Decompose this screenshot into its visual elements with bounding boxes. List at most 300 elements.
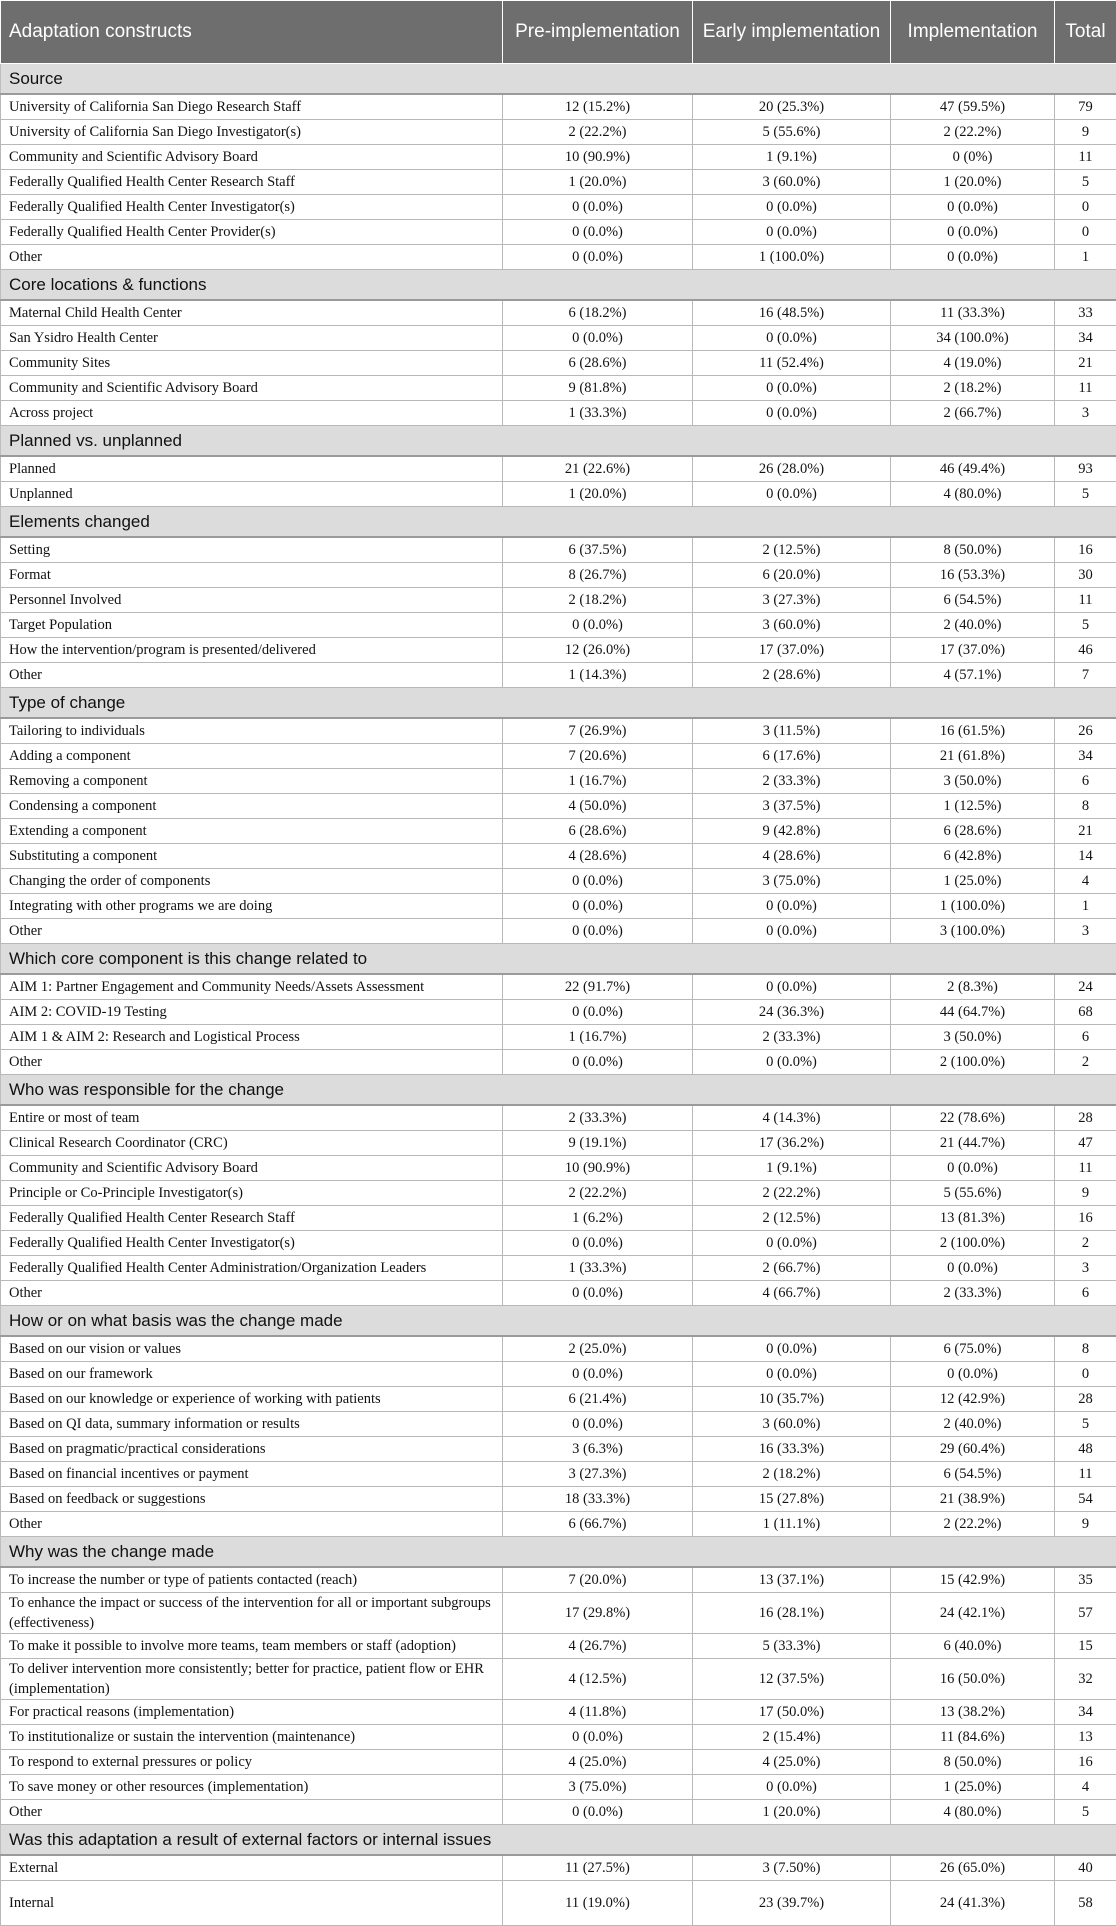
implementation-cell: 2 (22.2%) (891, 1512, 1055, 1537)
implementation-cell: 3 (100.0%) (891, 919, 1055, 944)
total-cell: 33 (1055, 300, 1116, 326)
pre-implementation-cell: 0 (0.0%) (503, 326, 693, 351)
construct-cell: External (1, 1855, 503, 1881)
total-cell: 9 (1055, 1512, 1116, 1537)
total-cell: 5 (1055, 1412, 1116, 1437)
construct-cell: Based on pragmatic/practical considerations (1, 1437, 503, 1462)
construct-cell: Federally Qualified Health Center Administration/Organization Leaders (1, 1256, 503, 1281)
early-implementation-cell: 1 (9.1%) (693, 145, 891, 170)
early-implementation-cell: 3 (37.5%) (693, 794, 891, 819)
early-implementation-cell: 15 (27.8%) (693, 1487, 891, 1512)
construct-cell: Changing the order of components (1, 869, 503, 894)
construct-cell: Adding a component (1, 744, 503, 769)
total-cell: 9 (1055, 1181, 1116, 1206)
table-row (1, 1462, 1116, 1487)
total-cell: 11 (1055, 145, 1116, 170)
construct-cell: AIM 2: COVID-19 Testing (1, 1000, 503, 1025)
implementation-cell: 2 (40.0%) (891, 1412, 1055, 1437)
construct-cell: How the intervention/program is presented/delivered (1, 638, 503, 663)
construct-cell: Extending a component (1, 819, 503, 844)
table-row (1, 120, 1116, 145)
section-title: Source (1, 64, 1116, 95)
pre-implementation-cell: 0 (0.0%) (503, 1000, 693, 1025)
pre-implementation-cell: 7 (20.0%) (503, 1567, 693, 1593)
construct-cell: Based on our knowledge or experience of working with patients (1, 1387, 503, 1412)
implementation-cell: 0 (0.0%) (891, 245, 1055, 270)
construct-cell: Clinical Research Coordinator (CRC) (1, 1131, 503, 1156)
construct-cell: Other (1, 919, 503, 944)
pre-implementation-cell: 6 (28.6%) (503, 351, 693, 376)
pre-implementation-cell: 10 (90.9%) (503, 145, 693, 170)
early-implementation-cell: 0 (0.0%) (693, 1050, 891, 1075)
header-pre-implementation: Pre-implementation (503, 1, 693, 64)
table-row (1, 1362, 1116, 1387)
early-implementation-cell: 6 (17.6%) (693, 744, 891, 769)
total-cell: 3 (1055, 919, 1116, 944)
total-cell: 14 (1055, 844, 1116, 869)
early-implementation-cell: 0 (0.0%) (693, 1362, 891, 1387)
construct-cell: Based on QI data, summary information or results (1, 1412, 503, 1437)
construct-cell: AIM 1: Partner Engagement and Community Needs/Assets Assessment (1, 974, 503, 1000)
table-row (1, 537, 1116, 563)
implementation-cell: 46 (49.4%) (891, 456, 1055, 482)
pre-implementation-cell: 8 (26.7%) (503, 563, 693, 588)
total-cell: 5 (1055, 1800, 1116, 1825)
early-implementation-cell: 3 (60.0%) (693, 1412, 891, 1437)
section-title: Which core component is this change related to (1, 944, 1116, 975)
construct-cell: To institutionalize or sustain the intervention (maintenance) (1, 1725, 503, 1750)
table-row (1, 1437, 1116, 1462)
early-implementation-cell: 0 (0.0%) (693, 376, 891, 401)
total-cell: 6 (1055, 1025, 1116, 1050)
pre-implementation-cell: 1 (33.3%) (503, 1256, 693, 1281)
table-row (1, 1659, 1116, 1700)
total-cell: 46 (1055, 638, 1116, 663)
table-row (1, 401, 1116, 426)
table-row (1, 1281, 1116, 1306)
implementation-cell: 3 (50.0%) (891, 1025, 1055, 1050)
total-cell: 16 (1055, 1750, 1116, 1775)
total-cell: 8 (1055, 794, 1116, 819)
construct-cell: Community and Scientific Advisory Board (1, 1156, 503, 1181)
pre-implementation-cell: 6 (28.6%) (503, 819, 693, 844)
total-cell: 7 (1055, 663, 1116, 688)
early-implementation-cell: 17 (37.0%) (693, 638, 891, 663)
table-row (1, 663, 1116, 688)
pre-implementation-cell: 0 (0.0%) (503, 894, 693, 919)
construct-cell: Format (1, 563, 503, 588)
pre-implementation-cell: 1 (20.0%) (503, 170, 693, 195)
total-cell: 54 (1055, 1487, 1116, 1512)
construct-cell: Other (1, 1281, 503, 1306)
early-implementation-cell: 0 (0.0%) (693, 482, 891, 507)
table-row (1, 456, 1116, 482)
section-title: Planned vs. unplanned (1, 426, 1116, 457)
pre-implementation-cell: 12 (26.0%) (503, 638, 693, 663)
construct-cell: Other (1, 1800, 503, 1825)
implementation-cell: 44 (64.7%) (891, 1000, 1055, 1025)
pre-implementation-cell: 3 (75.0%) (503, 1775, 693, 1800)
construct-cell: Condensing a component (1, 794, 503, 819)
table-row (1, 819, 1116, 844)
early-implementation-cell: 12 (37.5%) (693, 1659, 891, 1700)
implementation-cell: 12 (42.9%) (891, 1387, 1055, 1412)
implementation-cell: 0 (0.0%) (891, 1156, 1055, 1181)
early-implementation-cell: 16 (33.3%) (693, 1437, 891, 1462)
total-cell: 34 (1055, 326, 1116, 351)
implementation-cell: 24 (41.3%) (891, 1881, 1055, 1926)
total-cell: 30 (1055, 563, 1116, 588)
construct-cell: Federally Qualified Health Center Provider(s) (1, 220, 503, 245)
table-row (1, 1206, 1116, 1231)
total-cell: 13 (1055, 1725, 1116, 1750)
total-cell: 15 (1055, 1634, 1116, 1659)
total-cell: 3 (1055, 401, 1116, 426)
implementation-cell: 15 (42.9%) (891, 1567, 1055, 1593)
implementation-cell: 8 (50.0%) (891, 1750, 1055, 1775)
implementation-cell: 2 (18.2%) (891, 376, 1055, 401)
early-implementation-cell: 1 (20.0%) (693, 1800, 891, 1825)
table-row (1, 145, 1116, 170)
pre-implementation-cell: 9 (81.8%) (503, 376, 693, 401)
construct-cell: To deliver intervention more consistently; better for practice, patient flow or EHR (implementation) (1, 1659, 503, 1700)
pre-implementation-cell: 4 (25.0%) (503, 1750, 693, 1775)
table-row (1, 326, 1116, 351)
pre-implementation-cell: 0 (0.0%) (503, 1725, 693, 1750)
early-implementation-cell: 9 (42.8%) (693, 819, 891, 844)
early-implementation-cell: 11 (52.4%) (693, 351, 891, 376)
early-implementation-cell: 0 (0.0%) (693, 974, 891, 1000)
implementation-cell: 6 (40.0%) (891, 1634, 1055, 1659)
total-cell: 79 (1055, 94, 1116, 120)
early-implementation-cell: 0 (0.0%) (693, 894, 891, 919)
pre-implementation-cell: 6 (21.4%) (503, 1387, 693, 1412)
section-title: How or on what basis was the change made (1, 1306, 1116, 1337)
pre-implementation-cell: 2 (33.3%) (503, 1105, 693, 1131)
total-cell: 2 (1055, 1050, 1116, 1075)
pre-implementation-cell: 0 (0.0%) (503, 869, 693, 894)
early-implementation-cell: 4 (28.6%) (693, 844, 891, 869)
section-header-row (1, 270, 1116, 301)
construct-cell: Community and Scientific Advisory Board (1, 145, 503, 170)
table-row (1, 1593, 1116, 1634)
pre-implementation-cell: 1 (16.7%) (503, 1025, 693, 1050)
section-header-row (1, 944, 1116, 975)
table-row (1, 1412, 1116, 1437)
header-total: Total (1055, 1, 1116, 64)
pre-implementation-cell: 4 (11.8%) (503, 1700, 693, 1725)
total-cell: 48 (1055, 1437, 1116, 1462)
early-implementation-cell: 13 (37.1%) (693, 1567, 891, 1593)
construct-cell: Substituting a component (1, 844, 503, 869)
pre-implementation-cell: 1 (14.3%) (503, 663, 693, 688)
implementation-cell: 2 (22.2%) (891, 120, 1055, 145)
implementation-cell: 3 (50.0%) (891, 769, 1055, 794)
table-row (1, 1000, 1116, 1025)
early-implementation-cell: 2 (18.2%) (693, 1462, 891, 1487)
implementation-cell: 2 (100.0%) (891, 1231, 1055, 1256)
table-row (1, 94, 1116, 120)
table-row (1, 195, 1116, 220)
table-body (1, 64, 1116, 1926)
pre-implementation-cell: 6 (18.2%) (503, 300, 693, 326)
construct-cell: Based on financial incentives or payment (1, 1462, 503, 1487)
table-row (1, 718, 1116, 744)
total-cell: 0 (1055, 220, 1116, 245)
early-implementation-cell: 0 (0.0%) (693, 401, 891, 426)
total-cell: 6 (1055, 1281, 1116, 1306)
table-row (1, 1131, 1116, 1156)
total-cell: 1 (1055, 245, 1116, 270)
implementation-cell: 16 (50.0%) (891, 1659, 1055, 1700)
table-row (1, 1567, 1116, 1593)
early-implementation-cell: 16 (48.5%) (693, 300, 891, 326)
construct-cell: To increase the number or type of patients contacted (reach) (1, 1567, 503, 1593)
construct-cell: To save money or other resources (implementation) (1, 1775, 503, 1800)
implementation-cell: 11 (33.3%) (891, 300, 1055, 326)
pre-implementation-cell: 0 (0.0%) (503, 1231, 693, 1256)
implementation-cell: 4 (19.0%) (891, 351, 1055, 376)
table-row (1, 974, 1116, 1000)
pre-implementation-cell: 0 (0.0%) (503, 919, 693, 944)
construct-cell: Federally Qualified Health Center Research Staff (1, 170, 503, 195)
table-row (1, 1336, 1116, 1362)
early-implementation-cell: 16 (28.1%) (693, 1593, 891, 1634)
header-adaptation-constructs: Adaptation constructs (1, 1, 503, 64)
pre-implementation-cell: 4 (26.7%) (503, 1634, 693, 1659)
table-row (1, 588, 1116, 613)
total-cell: 3 (1055, 1256, 1116, 1281)
total-cell: 16 (1055, 537, 1116, 563)
total-cell: 35 (1055, 1567, 1116, 1593)
total-cell: 28 (1055, 1105, 1116, 1131)
table-row (1, 1800, 1116, 1825)
implementation-cell: 6 (54.5%) (891, 1462, 1055, 1487)
pre-implementation-cell: 0 (0.0%) (503, 220, 693, 245)
pre-implementation-cell: 4 (28.6%) (503, 844, 693, 869)
construct-cell: Based on our vision or values (1, 1336, 503, 1362)
section-header-row (1, 1537, 1116, 1568)
pre-implementation-cell: 0 (0.0%) (503, 1281, 693, 1306)
section-title: Why was the change made (1, 1537, 1116, 1568)
early-implementation-cell: 10 (35.7%) (693, 1387, 891, 1412)
implementation-cell: 1 (25.0%) (891, 1775, 1055, 1800)
total-cell: 9 (1055, 120, 1116, 145)
total-cell: 11 (1055, 1462, 1116, 1487)
construct-cell: Integrating with other programs we are doing (1, 894, 503, 919)
total-cell: 6 (1055, 769, 1116, 794)
total-cell: 0 (1055, 195, 1116, 220)
construct-cell: Community and Scientific Advisory Board (1, 376, 503, 401)
early-implementation-cell: 24 (36.3%) (693, 1000, 891, 1025)
total-cell: 11 (1055, 1156, 1116, 1181)
implementation-cell: 0 (0.0%) (891, 1362, 1055, 1387)
section-header-row (1, 507, 1116, 538)
pre-implementation-cell: 6 (66.7%) (503, 1512, 693, 1537)
pre-implementation-cell: 0 (0.0%) (503, 1800, 693, 1825)
implementation-cell: 6 (75.0%) (891, 1336, 1055, 1362)
table-row (1, 563, 1116, 588)
construct-cell: Unplanned (1, 482, 503, 507)
table-row (1, 1512, 1116, 1537)
table-row (1, 1105, 1116, 1131)
section-header-row (1, 1825, 1116, 1856)
total-cell: 16 (1055, 1206, 1116, 1231)
construct-cell: Other (1, 1512, 503, 1537)
pre-implementation-cell: 11 (19.0%) (503, 1881, 693, 1926)
table-row (1, 794, 1116, 819)
total-cell: 47 (1055, 1131, 1116, 1156)
table-row (1, 1750, 1116, 1775)
pre-implementation-cell: 0 (0.0%) (503, 1412, 693, 1437)
total-cell: 5 (1055, 482, 1116, 507)
pre-implementation-cell: 2 (22.2%) (503, 1181, 693, 1206)
section-header-row (1, 1075, 1116, 1106)
early-implementation-cell: 0 (0.0%) (693, 195, 891, 220)
construct-cell: Setting (1, 537, 503, 563)
early-implementation-cell: 0 (0.0%) (693, 326, 891, 351)
pre-implementation-cell: 18 (33.3%) (503, 1487, 693, 1512)
table-row (1, 844, 1116, 869)
implementation-cell: 22 (78.6%) (891, 1105, 1055, 1131)
table-row (1, 300, 1116, 326)
early-implementation-cell: 3 (7.50%) (693, 1855, 891, 1881)
early-implementation-cell: 1 (11.1%) (693, 1512, 891, 1537)
total-cell: 4 (1055, 1775, 1116, 1800)
table-row (1, 1231, 1116, 1256)
implementation-cell: 21 (44.7%) (891, 1131, 1055, 1156)
implementation-cell: 2 (40.0%) (891, 613, 1055, 638)
pre-implementation-cell: 6 (37.5%) (503, 537, 693, 563)
implementation-cell: 29 (60.4%) (891, 1437, 1055, 1462)
table-row (1, 351, 1116, 376)
early-implementation-cell: 3 (60.0%) (693, 613, 891, 638)
implementation-cell: 4 (80.0%) (891, 482, 1055, 507)
table-row (1, 1025, 1116, 1050)
section-title: Core locations & functions (1, 270, 1116, 301)
total-cell: 1 (1055, 894, 1116, 919)
table-row (1, 1775, 1116, 1800)
total-cell: 11 (1055, 376, 1116, 401)
construct-cell: Federally Qualified Health Center Research Staff (1, 1206, 503, 1231)
total-cell: 68 (1055, 1000, 1116, 1025)
table-row (1, 769, 1116, 794)
construct-cell: Other (1, 663, 503, 688)
construct-cell: Personnel Involved (1, 588, 503, 613)
implementation-cell: 0 (0%) (891, 145, 1055, 170)
table-row (1, 894, 1116, 919)
pre-implementation-cell: 0 (0.0%) (503, 245, 693, 270)
pre-implementation-cell: 1 (6.2%) (503, 1206, 693, 1231)
implementation-cell: 2 (8.3%) (891, 974, 1055, 1000)
construct-cell: San Ysidro Health Center (1, 326, 503, 351)
early-implementation-cell: 2 (33.3%) (693, 1025, 891, 1050)
table-row (1, 1387, 1116, 1412)
total-cell: 34 (1055, 1700, 1116, 1725)
total-cell: 4 (1055, 869, 1116, 894)
total-cell: 2 (1055, 1231, 1116, 1256)
early-implementation-cell: 4 (14.3%) (693, 1105, 891, 1131)
early-implementation-cell: 0 (0.0%) (693, 1231, 891, 1256)
early-implementation-cell: 3 (60.0%) (693, 170, 891, 195)
pre-implementation-cell: 21 (22.6%) (503, 456, 693, 482)
implementation-cell: 11 (84.6%) (891, 1725, 1055, 1750)
pre-implementation-cell: 1 (33.3%) (503, 401, 693, 426)
table-row (1, 869, 1116, 894)
implementation-cell: 21 (61.8%) (891, 744, 1055, 769)
pre-implementation-cell: 9 (19.1%) (503, 1131, 693, 1156)
implementation-cell: 17 (37.0%) (891, 638, 1055, 663)
total-cell: 58 (1055, 1881, 1116, 1926)
pre-implementation-cell: 7 (26.9%) (503, 718, 693, 744)
early-implementation-cell: 0 (0.0%) (693, 220, 891, 245)
construct-cell: Based on feedback or suggestions (1, 1487, 503, 1512)
construct-cell: Community Sites (1, 351, 503, 376)
table-row (1, 613, 1116, 638)
table-row (1, 744, 1116, 769)
total-cell: 34 (1055, 744, 1116, 769)
implementation-cell: 47 (59.5%) (891, 94, 1055, 120)
construct-cell: To enhance the impact or success of the intervention for all or important subgroups (effectiveness) (1, 1593, 503, 1634)
total-cell: 57 (1055, 1593, 1116, 1634)
early-implementation-cell: 2 (22.2%) (693, 1181, 891, 1206)
implementation-cell: 24 (42.1%) (891, 1593, 1055, 1634)
pre-implementation-cell: 4 (50.0%) (503, 794, 693, 819)
construct-cell: Other (1, 1050, 503, 1075)
early-implementation-cell: 4 (25.0%) (693, 1750, 891, 1775)
total-cell: 11 (1055, 588, 1116, 613)
pre-implementation-cell: 0 (0.0%) (503, 1362, 693, 1387)
construct-cell: Based on our framework (1, 1362, 503, 1387)
construct-cell: AIM 1 & AIM 2: Research and Logistical Process (1, 1025, 503, 1050)
implementation-cell: 21 (38.9%) (891, 1487, 1055, 1512)
early-implementation-cell: 3 (11.5%) (693, 718, 891, 744)
implementation-cell: 16 (53.3%) (891, 563, 1055, 588)
early-implementation-cell: 1 (100.0%) (693, 245, 891, 270)
total-cell: 8 (1055, 1336, 1116, 1362)
implementation-cell: 1 (100.0%) (891, 894, 1055, 919)
implementation-cell: 0 (0.0%) (891, 195, 1055, 220)
early-implementation-cell: 17 (50.0%) (693, 1700, 891, 1725)
early-implementation-cell: 26 (28.0%) (693, 456, 891, 482)
total-cell: 32 (1055, 1659, 1116, 1700)
construct-cell: University of California San Diego Investigator(s) (1, 120, 503, 145)
pre-implementation-cell: 7 (20.6%) (503, 744, 693, 769)
construct-cell: Federally Qualified Health Center Investigator(s) (1, 195, 503, 220)
implementation-cell: 13 (81.3%) (891, 1206, 1055, 1231)
section-title: Type of change (1, 688, 1116, 719)
header-row (1, 1, 1116, 64)
section-header-row (1, 64, 1116, 95)
early-implementation-cell: 2 (33.3%) (693, 769, 891, 794)
section-header-row (1, 426, 1116, 457)
total-cell: 21 (1055, 351, 1116, 376)
pre-implementation-cell: 0 (0.0%) (503, 195, 693, 220)
early-implementation-cell: 2 (15.4%) (693, 1725, 891, 1750)
construct-cell: Removing a component (1, 769, 503, 794)
early-implementation-cell: 1 (9.1%) (693, 1156, 891, 1181)
implementation-cell: 1 (25.0%) (891, 869, 1055, 894)
pre-implementation-cell: 2 (22.2%) (503, 120, 693, 145)
pre-implementation-cell: 1 (20.0%) (503, 482, 693, 507)
implementation-cell: 2 (100.0%) (891, 1050, 1055, 1075)
pre-implementation-cell: 0 (0.0%) (503, 1050, 693, 1075)
construct-cell: To make it possible to involve more teams, team members or staff (adoption) (1, 1634, 503, 1659)
table-row (1, 1634, 1116, 1659)
early-implementation-cell: 20 (25.3%) (693, 94, 891, 120)
construct-cell: University of California San Diego Research Staff (1, 94, 503, 120)
table-row (1, 1487, 1116, 1512)
